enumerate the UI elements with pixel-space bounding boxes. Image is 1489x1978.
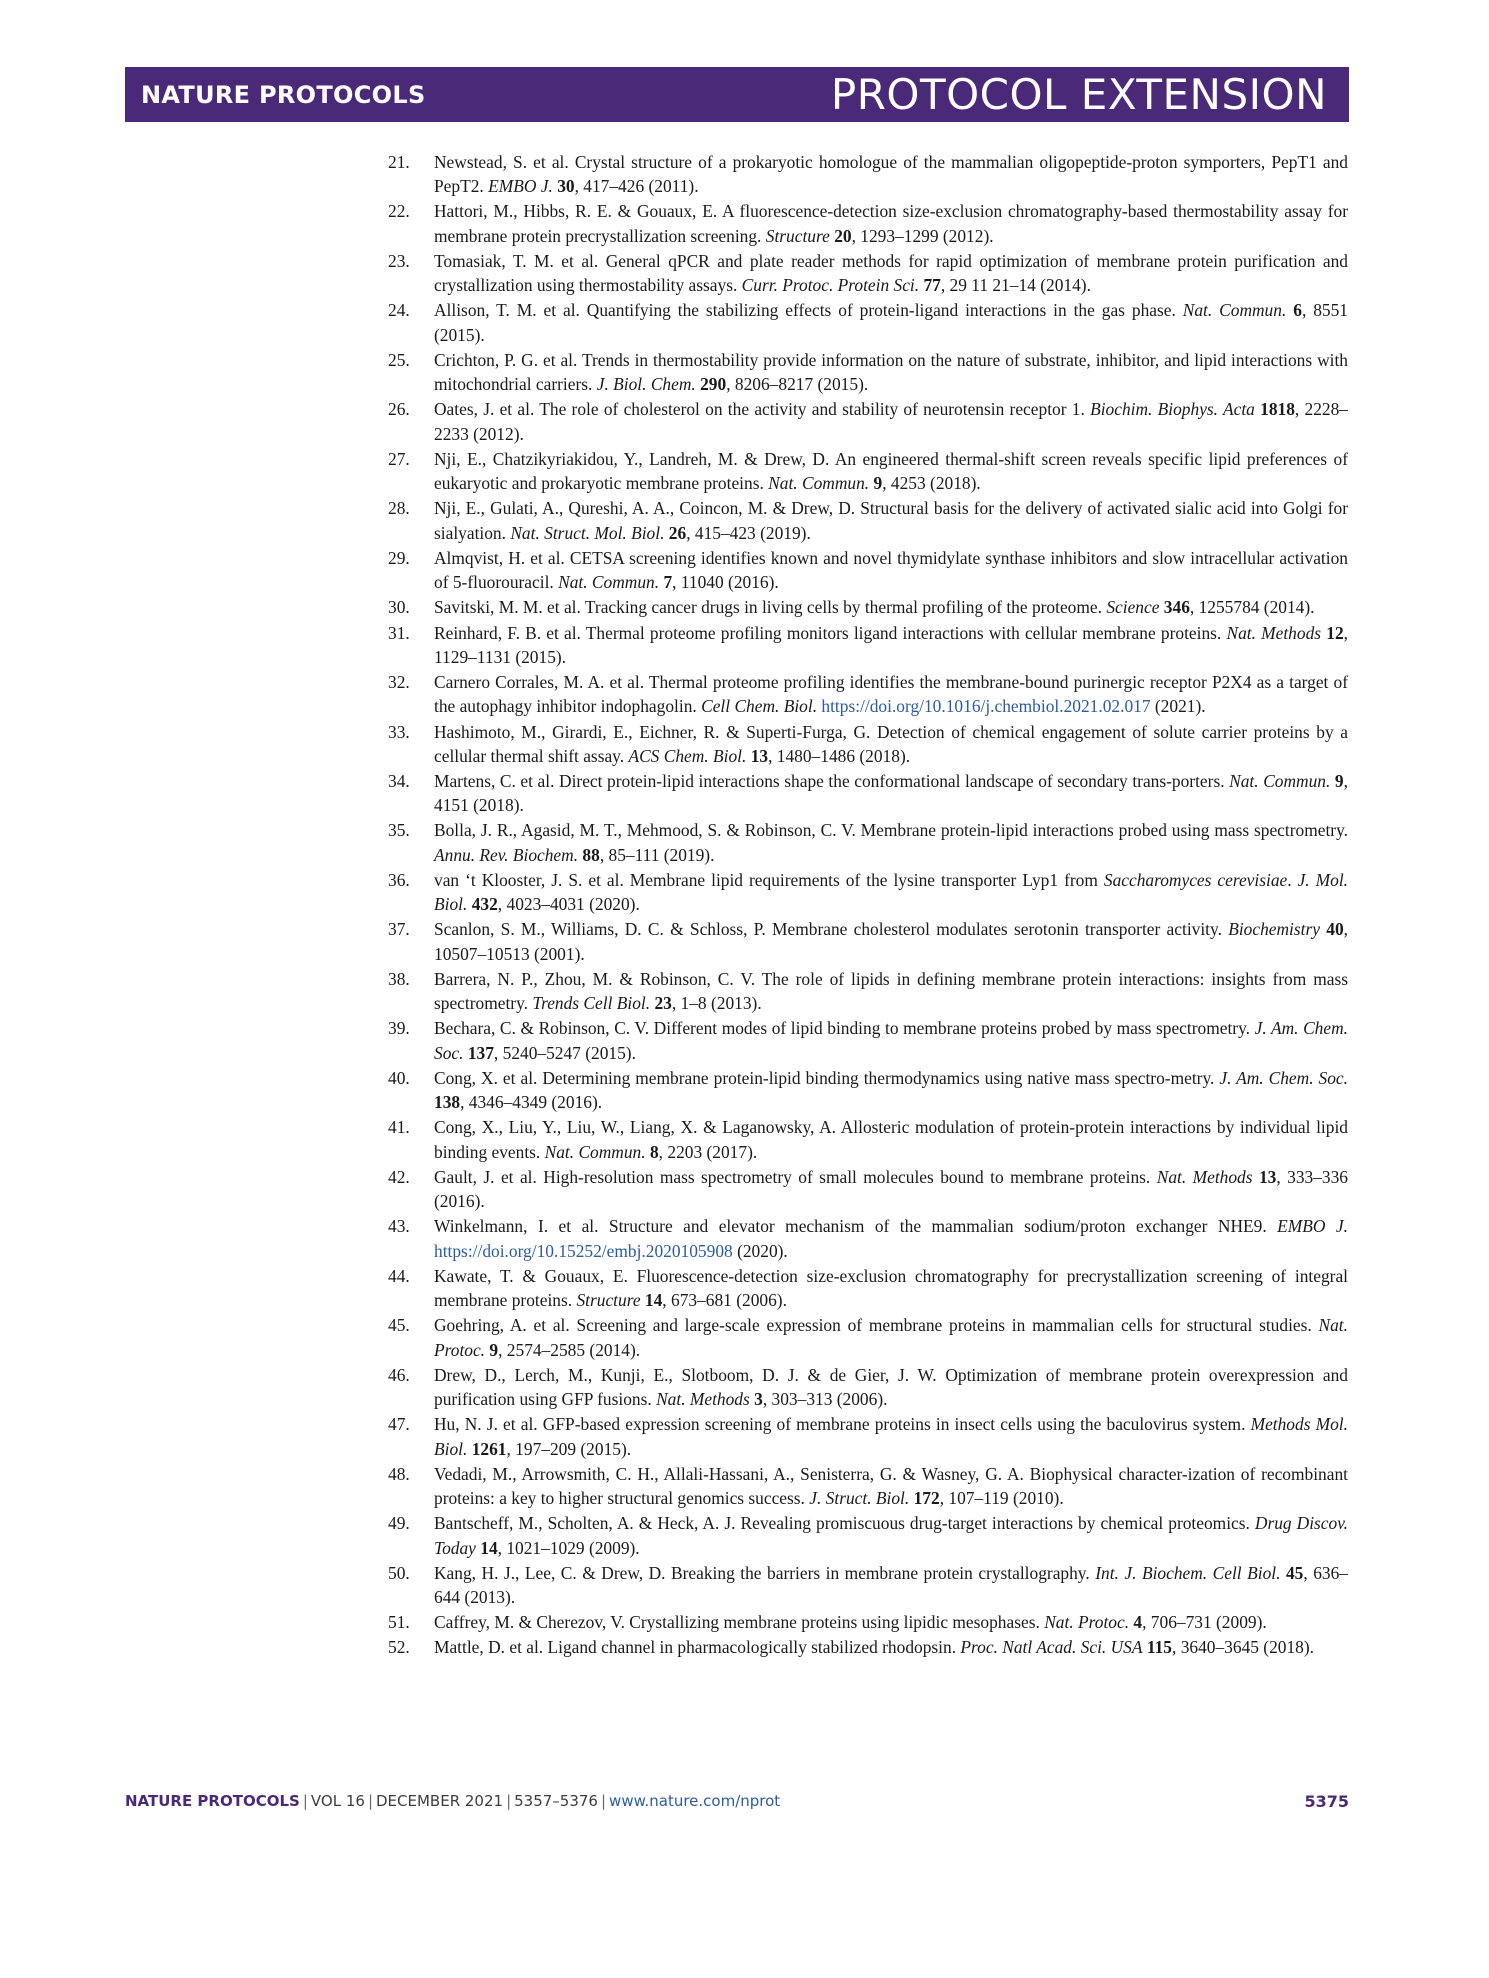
reference-text bbox=[434, 1414, 1348, 1458]
citation-text: Hu, N. J. et al. GFP-based expression screening of membrane proteins in insect cells using the baculovirus system. bbox=[434, 1414, 1251, 1435]
citation-text: , 1021–1029 (2009). bbox=[497, 1537, 640, 1558]
reference-text bbox=[434, 1365, 1348, 1409]
journal-title: Saccharomyces cerevisiae bbox=[1103, 869, 1288, 890]
reference-item bbox=[388, 1635, 1348, 1659]
reference-text bbox=[434, 251, 1348, 295]
journal-title: Int. J. Biochem. Cell Biol. bbox=[1095, 1562, 1281, 1583]
reference-number: 36. bbox=[388, 869, 410, 890]
citation-text: Mattle, D. et al. Ligand channel in pharmacologically stabilized rhodopsin. bbox=[434, 1637, 961, 1658]
reference-number: 43. bbox=[388, 1216, 410, 1237]
reference-text bbox=[434, 300, 1348, 344]
volume-number: 6 bbox=[1293, 300, 1302, 321]
volume-number: 30 bbox=[557, 176, 575, 197]
journal-title: Biochemistry bbox=[1228, 919, 1320, 940]
reference-item bbox=[388, 670, 1348, 719]
reference-number: 33. bbox=[388, 721, 410, 742]
journal-title: ACS Chem. Biol. bbox=[628, 745, 747, 766]
volume-number: 4 bbox=[1133, 1612, 1143, 1633]
reference-item bbox=[388, 1511, 1348, 1560]
reference-item bbox=[388, 1412, 1348, 1461]
citation-text: , 4346–4349 (2016). bbox=[460, 1092, 603, 1113]
citation-text: . bbox=[1287, 869, 1298, 890]
journal-name: NATURE PROTOCOLS bbox=[141, 81, 426, 109]
reference-number: 42. bbox=[388, 1166, 410, 1187]
citation-text: , 29 11 21–14 (2014). bbox=[940, 275, 1091, 296]
citation-text: Bechara, C. & Robinson, C. V. Different modes of lipid binding to membrane proteins probed by mass spectrometry. bbox=[434, 1018, 1255, 1039]
reference-number: 45. bbox=[388, 1315, 410, 1336]
reference-number: 49. bbox=[388, 1513, 410, 1534]
citation-text: , 706–731 (2009). bbox=[1142, 1612, 1267, 1633]
citation-text: Crichton, P. G. et al. Trends in thermostability provide information on the nature of substrate, inhibitor, and lipid interactions with mitochondrial carriers. bbox=[434, 349, 1348, 395]
volume-number: 172 bbox=[913, 1488, 940, 1509]
reference-text bbox=[434, 771, 1348, 815]
journal-title: Drug Discov. Today bbox=[434, 1513, 1348, 1558]
footer-separator: | bbox=[367, 1792, 373, 1810]
reference-number: 50. bbox=[388, 1562, 410, 1583]
citation-text: Bantscheff, M., Scholten, A. & Heck, A. J. Revealing promiscuous drug-target interactions by chemical proteomics. bbox=[434, 1513, 1255, 1534]
reference-text bbox=[434, 1266, 1348, 1310]
doi-link[interactable]: https://doi.org/10.15252/embj.2020105908 bbox=[434, 1240, 733, 1261]
reference-number: 39. bbox=[388, 1018, 410, 1039]
reference-text bbox=[434, 1637, 1314, 1657]
citation-text: , 1129–1131 (2015). bbox=[434, 622, 1348, 667]
reference-number: 52. bbox=[388, 1637, 410, 1658]
volume-number: 1818 bbox=[1260, 399, 1295, 420]
reference-text bbox=[434, 201, 1348, 245]
volume-number: 40 bbox=[1326, 919, 1344, 940]
reference-item bbox=[388, 720, 1348, 769]
journal-title: Nat. Struct. Mol. Biol. bbox=[510, 522, 665, 543]
journal-title: Trends Cell Biol. bbox=[532, 993, 651, 1014]
reference-number: 28. bbox=[388, 498, 410, 519]
citation-text: , 673–681 (2006). bbox=[662, 1290, 787, 1311]
reference-text bbox=[434, 1612, 1267, 1632]
citation-text: , 2228–2233 (2012). bbox=[434, 399, 1348, 444]
volume-number: 88 bbox=[582, 844, 600, 865]
doi-link[interactable]: https://doi.org/10.1016/j.chembiol.2021.02.017 bbox=[821, 696, 1151, 717]
volume-number: 137 bbox=[467, 1042, 494, 1063]
journal-title: J. Mol. Biol. bbox=[434, 869, 1348, 915]
footer-separator: | bbox=[506, 1792, 512, 1810]
reference-number: 34. bbox=[388, 771, 410, 791]
citation-text: Hashimoto, M., Girardi, E., Eichner, R. & Superti-Furga, G. Detection of chemical engagement of solute carrier proteins by a cellular thermal shift assay. bbox=[434, 721, 1348, 766]
reference-number: 37. bbox=[388, 919, 410, 940]
reference-text bbox=[434, 969, 1348, 1013]
reference-number: 22. bbox=[388, 201, 410, 222]
citation-text: , 333–336 (2016). bbox=[434, 1166, 1348, 1212]
journal-title: Nat. Methods bbox=[1156, 1166, 1253, 1187]
citation-text: , 4023–4031 (2020). bbox=[497, 894, 640, 915]
citation-text: (2021). bbox=[1150, 696, 1206, 717]
citation-text: , 1–8 (2013). bbox=[671, 993, 762, 1014]
reference-text bbox=[434, 597, 1315, 617]
journal-title: Nat. Commun. bbox=[544, 1141, 646, 1162]
citation-text: , 303–313 (2006). bbox=[762, 1389, 888, 1410]
journal-title: J. Biol. Chem. bbox=[596, 374, 696, 395]
reference-number: 38. bbox=[388, 968, 410, 989]
reference-text bbox=[434, 722, 1348, 766]
citation-text: , 2574–2585 (2014). bbox=[498, 1339, 641, 1360]
journal-title: Structure bbox=[576, 1290, 641, 1311]
reference-text bbox=[434, 152, 1348, 196]
reference-item bbox=[388, 967, 1348, 1016]
citation-text: Bolla, J. R., Agasid, M. T., Mehmood, S. & Robinson, C. V. Membrane protein-lipid interactions probed using mass spectrometry. bbox=[434, 820, 1348, 841]
citation-text: , 8206–8217 (2015). bbox=[726, 374, 869, 395]
footer-separator: | bbox=[302, 1792, 308, 1810]
page-number: 5375 bbox=[1304, 1792, 1349, 1811]
reference-text bbox=[434, 820, 1348, 864]
reference-item bbox=[388, 546, 1348, 595]
citation-text: , 4151 (2018). bbox=[434, 771, 1348, 816]
journal-title: Biochim. Biophys. Acta bbox=[1090, 399, 1255, 420]
volume-number: 12 bbox=[1326, 622, 1344, 643]
volume-number: 13 bbox=[1258, 1166, 1277, 1187]
citation-text: Drew, D., Lerch, M., Kunji, E., Slotboom, D. J. & de Gier, J. W. Optimization of membrane protein overexpression and purification using GFP fusions. bbox=[434, 1364, 1348, 1410]
journal-title: J. Struct. Biol. bbox=[809, 1488, 910, 1509]
citation-text: , 1293–1299 (2012). bbox=[851, 225, 994, 246]
citation-text: , 417–426 (2011). bbox=[574, 176, 699, 197]
reference-item bbox=[388, 1610, 1348, 1634]
citation-text: , 4253 (2018). bbox=[882, 473, 981, 494]
reference-item bbox=[388, 1165, 1348, 1214]
volume-number: 346 bbox=[1163, 597, 1190, 618]
reference-number: 21. bbox=[388, 152, 410, 172]
reference-item bbox=[388, 868, 1348, 917]
reference-number: 40. bbox=[388, 1067, 410, 1088]
reference-item bbox=[388, 298, 1348, 347]
citation-text: Barrera, N. P., Zhou, M. & Robinson, C. V. The role of lipids in defining membrane protein interactions: insights from mass spectrometry. bbox=[434, 968, 1348, 1014]
volume-number: 290 bbox=[700, 374, 727, 395]
citation-text: Kang, H. J., Lee, C. & Drew, D. Breaking the barriers in membrane protein crystallography. bbox=[434, 1562, 1096, 1583]
volume-number: 115 bbox=[1146, 1637, 1172, 1658]
reference-text bbox=[434, 399, 1348, 443]
reference-item bbox=[388, 621, 1348, 670]
citation-text: , 5240–5247 (2015). bbox=[493, 1042, 636, 1063]
reference-text bbox=[434, 449, 1348, 493]
reference-item bbox=[388, 397, 1348, 446]
citation-text: Goehring, A. et al. Screening and large-scale expression of membrane proteins in mammalian cells for structural studies. bbox=[434, 1315, 1319, 1336]
citation-text: Caffrey, M. & Cherezov, V. Crystallizing membrane proteins using lipidic mesophases. bbox=[434, 1612, 1045, 1633]
page-footer bbox=[125, 1792, 1349, 1816]
journal-title: Structure bbox=[765, 225, 830, 246]
reference-text bbox=[434, 1216, 1348, 1260]
citation-text: Vedadi, M., Arrowsmith, C. H., Allali-Hassani, A., Senisterra, G. & Wasney, G. A. Biophysical character-ization of recombinant proteins: a key to higher structural genomics success. bbox=[434, 1463, 1348, 1509]
reference-number: 35. bbox=[388, 820, 410, 841]
reference-text bbox=[434, 498, 1348, 542]
journal-title: Methods Mol. Biol. bbox=[434, 1414, 1348, 1459]
reference-text bbox=[434, 1068, 1348, 1112]
journal-title: Curr. Protoc. Protein Sci. bbox=[741, 275, 920, 296]
volume-number: 13 bbox=[750, 745, 769, 766]
citation-text: Hattori, M., Hibbs, R. E. & Gouaux, E. A fluorescence-detection size-exclusion chromatography-based thermostability assay for membrane protein precrystallization screening. bbox=[434, 201, 1348, 246]
volume-number: 77 bbox=[923, 275, 941, 296]
volume-number: 23 bbox=[654, 993, 672, 1014]
reference-item bbox=[388, 199, 1348, 248]
citation-text: van ‘t Klooster, J. S. et al. Membrane lipid requirements of the lysine transporter Lyp1 from bbox=[434, 869, 1104, 890]
journal-title: EMBO J. bbox=[488, 176, 553, 197]
citation-text: (2020). bbox=[732, 1240, 788, 1261]
citation-text: , 107–119 (2010). bbox=[939, 1488, 1064, 1509]
reference-item bbox=[388, 1313, 1348, 1362]
section-label: PROTOCOL EXTENSION bbox=[830, 70, 1327, 119]
citation-text: Newstead, S. et al. Crystal structure of a prokaryotic homologue of the mammalian oligopeptide-proton symporters, PepT1 and PepT2. bbox=[434, 152, 1348, 197]
reference-text bbox=[434, 1513, 1348, 1557]
volume-number: 8 bbox=[649, 1141, 659, 1162]
footer-citation bbox=[125, 1792, 780, 1810]
citation-text: Tomasiak, T. M. et al. General qPCR and plate reader methods for rapid optimization of membrane protein purification and crystallization using thermostability assays. bbox=[434, 250, 1348, 296]
reference-text bbox=[434, 672, 1348, 716]
reference-list bbox=[388, 150, 1348, 1661]
volume-number: 7 bbox=[663, 572, 673, 593]
reference-item bbox=[388, 1214, 1348, 1263]
volume-number: 1261 bbox=[471, 1438, 507, 1459]
reference-item bbox=[388, 249, 1348, 298]
reference-number: 44. bbox=[388, 1265, 410, 1286]
reference-text bbox=[434, 1464, 1348, 1508]
reference-number: 31. bbox=[388, 622, 410, 643]
footer-separator: | bbox=[600, 1792, 607, 1810]
reference-number: 47. bbox=[388, 1414, 410, 1435]
citation-text: Savitski, M. M. et al. Tracking cancer drugs in living cells by thermal profiling of the proteome. bbox=[434, 597, 1107, 618]
citation-text: Allison, T. M. et al. Quantifying the stabilizing effects of protein-ligand interactions in the gas phase. bbox=[434, 300, 1183, 321]
reference-item bbox=[388, 1115, 1348, 1164]
reference-text bbox=[434, 1563, 1348, 1607]
reference-item bbox=[388, 818, 1348, 867]
volume-number: 45 bbox=[1285, 1562, 1304, 1583]
volume-number: 138 bbox=[434, 1092, 461, 1113]
citation-text: , 1255784 (2014). bbox=[1189, 597, 1315, 618]
reference-text bbox=[434, 1117, 1348, 1161]
reference-item bbox=[388, 769, 1348, 818]
volume-number: 9 bbox=[1334, 771, 1344, 791]
volume-number: 14 bbox=[480, 1537, 498, 1558]
reference-text bbox=[434, 623, 1348, 667]
volume-number: 432 bbox=[471, 894, 498, 915]
reference-text bbox=[434, 919, 1348, 963]
journal-title: Nat. Commun. bbox=[768, 473, 870, 494]
citation-text: , 197–209 (2015). bbox=[506, 1438, 632, 1459]
reference-text bbox=[434, 1018, 1348, 1062]
reference-item bbox=[388, 595, 1348, 619]
reference-text bbox=[434, 350, 1348, 394]
reference-number: 51. bbox=[388, 1612, 410, 1633]
journal-title: J. Am. Chem. Soc. bbox=[434, 1018, 1348, 1063]
footer-url-link[interactable]: www.nature.com/nprot bbox=[609, 1792, 781, 1810]
reference-item bbox=[388, 348, 1348, 397]
journal-title: Annu. Rev. Biochem. bbox=[434, 844, 579, 865]
volume-number: 9 bbox=[489, 1339, 499, 1360]
reference-number: 46. bbox=[388, 1364, 410, 1385]
reference-text bbox=[434, 548, 1348, 592]
reference-number: 32. bbox=[388, 672, 410, 693]
reference-item bbox=[388, 1066, 1348, 1115]
citation-text: Oates, J. et al. The role of cholesterol on the activity and stability of neurotensin receptor 1. bbox=[434, 399, 1091, 420]
reference-number: 26. bbox=[388, 399, 410, 420]
reference-number: 30. bbox=[388, 597, 410, 618]
journal-title: Nat. Protoc. bbox=[1044, 1612, 1130, 1633]
reference-item bbox=[388, 1264, 1348, 1313]
citation-text: Scanlon, S. M., Williams, D. C. & Schloss, P. Membrane cholesterol modulates serotonin transporter activity. bbox=[434, 919, 1229, 940]
citation-text: , 3640–3645 (2018). bbox=[1172, 1637, 1315, 1658]
reference-text bbox=[434, 1315, 1348, 1359]
journal-title: Nat. Methods bbox=[1226, 622, 1322, 643]
volume-number: 14 bbox=[644, 1290, 663, 1311]
reference-item bbox=[388, 496, 1348, 545]
citation-text: Winkelmann, I. et al. Structure and elevator mechanism of the mammalian sodium/proton exchanger NHE9. bbox=[434, 1216, 1278, 1237]
journal-title: Science bbox=[1106, 597, 1160, 618]
journal-title: EMBO J. bbox=[1277, 1216, 1348, 1237]
citation-text: Almqvist, H. et al. CETSA screening identifies known and novel thymidylate synthase inhibitors and slow intracellular activation of 5-fluorouracil. bbox=[434, 547, 1348, 593]
citation-text: , 636–644 (2013). bbox=[434, 1562, 1349, 1608]
footer-pages: 5357–5376 bbox=[514, 1792, 598, 1810]
journal-title: Proc. Natl Acad. Sci. USA bbox=[960, 1637, 1143, 1658]
citation-text: Martens, C. et al. Direct protein-lipid interactions shape the conformational landscape of secondary trans-porters. bbox=[434, 771, 1230, 791]
reference-number: 24. bbox=[388, 300, 410, 321]
citation-text: , 1480–1486 (2018). bbox=[768, 745, 911, 766]
reference-number: 29. bbox=[388, 547, 410, 568]
reference-text bbox=[434, 1167, 1348, 1211]
footer-journal: NATURE PROTOCOLS bbox=[125, 1792, 300, 1810]
citation-text: Kawate, T. & Gouaux, E. Fluorescence-detection size-exclusion chromatography for precrystallization screening of integral membrane proteins. bbox=[434, 1265, 1348, 1311]
citation-text: , 85–111 (2019). bbox=[599, 844, 715, 865]
journal-title: Nat. Protoc. bbox=[434, 1315, 1348, 1360]
citation-text: , 8551 (2015). bbox=[434, 300, 1349, 345]
volume-number: 3 bbox=[754, 1389, 763, 1410]
reference-number: 27. bbox=[388, 448, 410, 469]
citation-text: , 415–423 (2019). bbox=[686, 522, 811, 543]
reference-number: 41. bbox=[388, 1117, 410, 1138]
reference-item bbox=[388, 150, 1348, 199]
journal-title: J. Am. Chem. Soc. bbox=[1219, 1067, 1349, 1088]
citation-text: , 2203 (2017). bbox=[658, 1141, 758, 1162]
reference-item bbox=[388, 1016, 1348, 1065]
journal-title: Nat. Commun. bbox=[1182, 300, 1287, 321]
journal-title: Nat. Methods bbox=[656, 1389, 750, 1410]
reference-number: 48. bbox=[388, 1463, 410, 1484]
journal-title: Nat. Commun. bbox=[1229, 771, 1331, 791]
citation-text: Nji, E., Gulati, A., Qureshi, A. A., Coincon, M. & Drew, D. Structural basis for the delivery of activated sialic acid into Golgi for sialyation. bbox=[434, 498, 1348, 543]
reference-item bbox=[388, 447, 1348, 496]
journal-title: Nat. Commun. bbox=[558, 572, 660, 593]
citation-text: Cong, X., Liu, Y., Liu, W., Liang, X. & Laganowsky, A. Allosteric modulation of protein-protein interactions by individual lipid binding events. bbox=[434, 1117, 1348, 1162]
footer-volume: VOL 16 bbox=[310, 1792, 365, 1810]
volume-number: 20 bbox=[834, 225, 852, 246]
citation-text: , 11040 (2016). bbox=[672, 572, 779, 593]
citation-text: Gault, J. et al. High-resolution mass spectrometry of small molecules bound to membrane proteins. bbox=[434, 1166, 1157, 1187]
volume-number: 9 bbox=[873, 473, 883, 494]
citation-text: Cong, X. et al. Determining membrane protein-lipid binding thermodynamics using native mass spectro-metry. bbox=[434, 1067, 1220, 1088]
citation-text: Reinhard, F. B. et al. Thermal proteome profiling monitors ligand interactions with cellular membrane proteins. bbox=[434, 622, 1227, 643]
journal-title: Cell Chem. Biol. bbox=[701, 696, 818, 717]
reference-item bbox=[388, 1561, 1348, 1610]
reference-number: 25. bbox=[388, 349, 410, 370]
reference-item bbox=[388, 1363, 1348, 1412]
journal-header-bar bbox=[125, 67, 1349, 122]
footer-date: DECEMBER 2021 bbox=[376, 1792, 504, 1810]
citation-text: , 10507–10513 (2001). bbox=[434, 919, 1348, 964]
reference-text bbox=[434, 870, 1348, 914]
citation-text: Carnero Corrales, M. A. et al. Thermal proteome profiling identifies the membrane-bound purinergic receptor P2X4 as a target of the autophagy inhibitor indophagolin. bbox=[434, 672, 1348, 717]
citation-text: Nji, E., Chatzikyriakidou, Y., Landreh, M. & Drew, D. An engineered thermal-shift screen reveals specific lipid preferences of eukaryotic and prokaryotic membrane proteins. bbox=[434, 448, 1348, 494]
reference-item bbox=[388, 917, 1348, 966]
reference-item bbox=[388, 1462, 1348, 1511]
reference-number: 23. bbox=[388, 250, 410, 271]
volume-number: 26 bbox=[668, 522, 687, 543]
